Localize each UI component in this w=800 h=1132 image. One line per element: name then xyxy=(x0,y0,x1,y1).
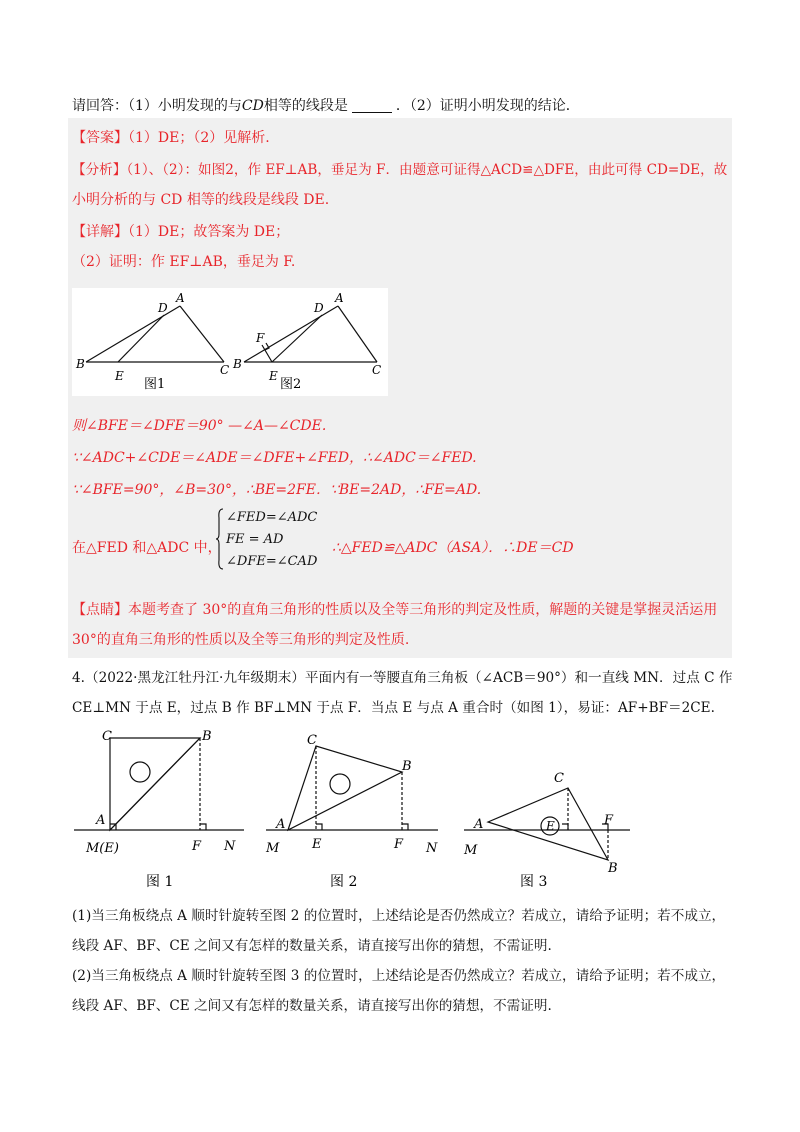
answer-tag: 【答案】 xyxy=(72,130,128,146)
intro-prefix: 请回答：（1）小明发现的与 xyxy=(72,98,242,114)
f1-label-b: B xyxy=(202,729,212,744)
figures-1-2-3 xyxy=(60,724,660,894)
proof-line-4-suffix: ∴△FED≌△ADC（ASA）．∴DE＝CD xyxy=(332,540,574,556)
fig2-caption: 图2 xyxy=(280,377,302,392)
q4-line-1: 4.（2022·黑龙江牡丹江·九年级期末）平面内有一等腰直角三角板（∠ACB＝90°）和一直线 MN．过点 C 作 xyxy=(72,670,733,686)
f2-label-m: M xyxy=(266,841,280,856)
proof-line-4-prefix: 在△FED 和△ADC 中， xyxy=(72,540,222,556)
f3-label-m: M xyxy=(464,843,478,858)
system-row-3: ∠DFE=∠CAD xyxy=(226,554,318,569)
fig1-caption: 图1 xyxy=(144,377,166,392)
comment-line-1 xyxy=(72,600,717,620)
f3-label-e: E xyxy=(546,819,555,833)
proof-line-2: ∵∠ADC+∠CDE＝∠ADE＝∠DFE+∠FED，∴∠ADC＝∠FED. xyxy=(72,450,477,466)
proof-line-3: ∵∠BFE=90°，∠B=30°，∴BE=2FE．∵BE=2AD，∴FE=AD. xyxy=(72,482,482,498)
fig1-label-d: D xyxy=(158,301,168,315)
f2-label-n: N xyxy=(426,841,438,856)
answer-text: （1）DE；（2）见解析. xyxy=(128,130,270,146)
subq2-line-2: 线段 AF、BF、CE 之间又有怎样的数量关系，请直接写出你的猜想，不需证明. xyxy=(72,998,552,1014)
f1-label-f: F xyxy=(192,839,202,854)
figure-1-2 xyxy=(72,288,388,396)
intro-cd: CD xyxy=(241,98,264,114)
fig1-label-e: E xyxy=(115,369,124,383)
detail-text-1: （1）DE；故答案为 DE； xyxy=(128,224,290,240)
f1-label-me: M(E) xyxy=(86,841,119,856)
equation-system xyxy=(226,507,317,573)
fig2-label-b: B xyxy=(233,357,242,371)
system-brace xyxy=(216,508,224,570)
comment-text-1: 本题考查了 30°的直角三角形的性质以及全等三角形的判定及性质，解题的关键是掌握灵活运用 xyxy=(128,602,718,618)
fig2-label-a: A xyxy=(335,291,344,305)
proof-line-1: 则∠BFE＝∠DFE＝90° —∠A—∠CDE. xyxy=(72,418,327,434)
intro-mid: 相等的线段是 xyxy=(263,98,348,114)
detail-line-1 xyxy=(72,222,289,242)
f3-label-f: F xyxy=(604,813,614,828)
fig2-label-c: C xyxy=(372,363,382,377)
fig1-label-c: C xyxy=(220,363,230,377)
f2-label-b: B xyxy=(402,759,412,774)
question-intro xyxy=(72,96,580,116)
f3-caption: 图 3 xyxy=(520,874,548,890)
comment-tag: 【点睛】 xyxy=(72,602,128,618)
f1-label-n: N xyxy=(224,839,236,854)
analysis-line-2: 小明分析的与 CD 相等的线段是线段 DE. xyxy=(72,192,330,208)
answer-line xyxy=(72,128,270,148)
f3-label-c: C xyxy=(554,771,564,786)
subq1-line-1: (1)当三角板绕点 A 顺时针旋转至图 2 的位置时，上述结论是否仍然成立？若成立，请给予证明；若不成立， xyxy=(72,908,726,924)
subq1-line-2: 线段 AF、BF、CE 之间又有怎样的数量关系，请直接写出你的猜想，不需证明. xyxy=(72,938,552,954)
fig1-label-b: B xyxy=(76,357,85,371)
subq2-line-1: (2)当三角板绕点 A 顺时针旋转至图 3 的位置时，上述结论是否仍然成立？若成立，请给予证明；若不成立， xyxy=(72,968,726,984)
system-row-1: ∠FED=∠ADC xyxy=(226,510,318,525)
big-figure-2 xyxy=(266,746,438,830)
f1-caption: 图 1 xyxy=(146,874,174,890)
f2-caption: 图 2 xyxy=(330,874,358,890)
intro-suffix: ．（2）证明小明发现的结论． xyxy=(395,98,580,114)
fig2-label-d: D xyxy=(314,301,324,315)
fig2-label-f: F xyxy=(256,331,265,345)
f3-label-a: A xyxy=(474,817,484,832)
f2-label-a: A xyxy=(276,817,286,832)
q4-line-2: CE⊥MN 于点 E，过点 B 作 BF⊥MN 于点 F．当点 E 与点 A 重合时（如图 1），易证：AF+BF＝2CE. xyxy=(72,700,715,716)
fig1-label-a: A xyxy=(176,291,185,305)
analysis-text-1: （1）、（2）：如图2，作 EF⊥AB，垂足为 F．由题意可证得△ACD≌△DFE，由此可得 CD=DE，故 xyxy=(126,162,728,178)
detail-line-2: （2）证明：作 EF⊥AB，垂足为 F. xyxy=(72,254,296,270)
f2-label-f: F xyxy=(394,837,404,852)
analysis-tag: 【分析】 xyxy=(72,162,127,178)
comment-line-2: 30°的直角三角形的性质以及全等三角形的判定及性质. xyxy=(72,632,410,648)
analysis-line-1 xyxy=(72,160,727,180)
figure-1-2-box xyxy=(72,288,388,396)
fig2-label-e: E xyxy=(269,369,278,383)
figure-1-shape xyxy=(86,306,224,362)
f1-label-a: A xyxy=(96,813,106,828)
system-row-2: FE = AD xyxy=(226,532,284,547)
detail-tag: 【详解】 xyxy=(72,224,128,240)
f2-label-c: C xyxy=(307,733,317,748)
f1-label-c: C xyxy=(102,729,112,744)
f2-label-e: E xyxy=(312,837,322,852)
f3-label-b: B xyxy=(608,861,618,876)
answer-blank xyxy=(352,98,392,113)
